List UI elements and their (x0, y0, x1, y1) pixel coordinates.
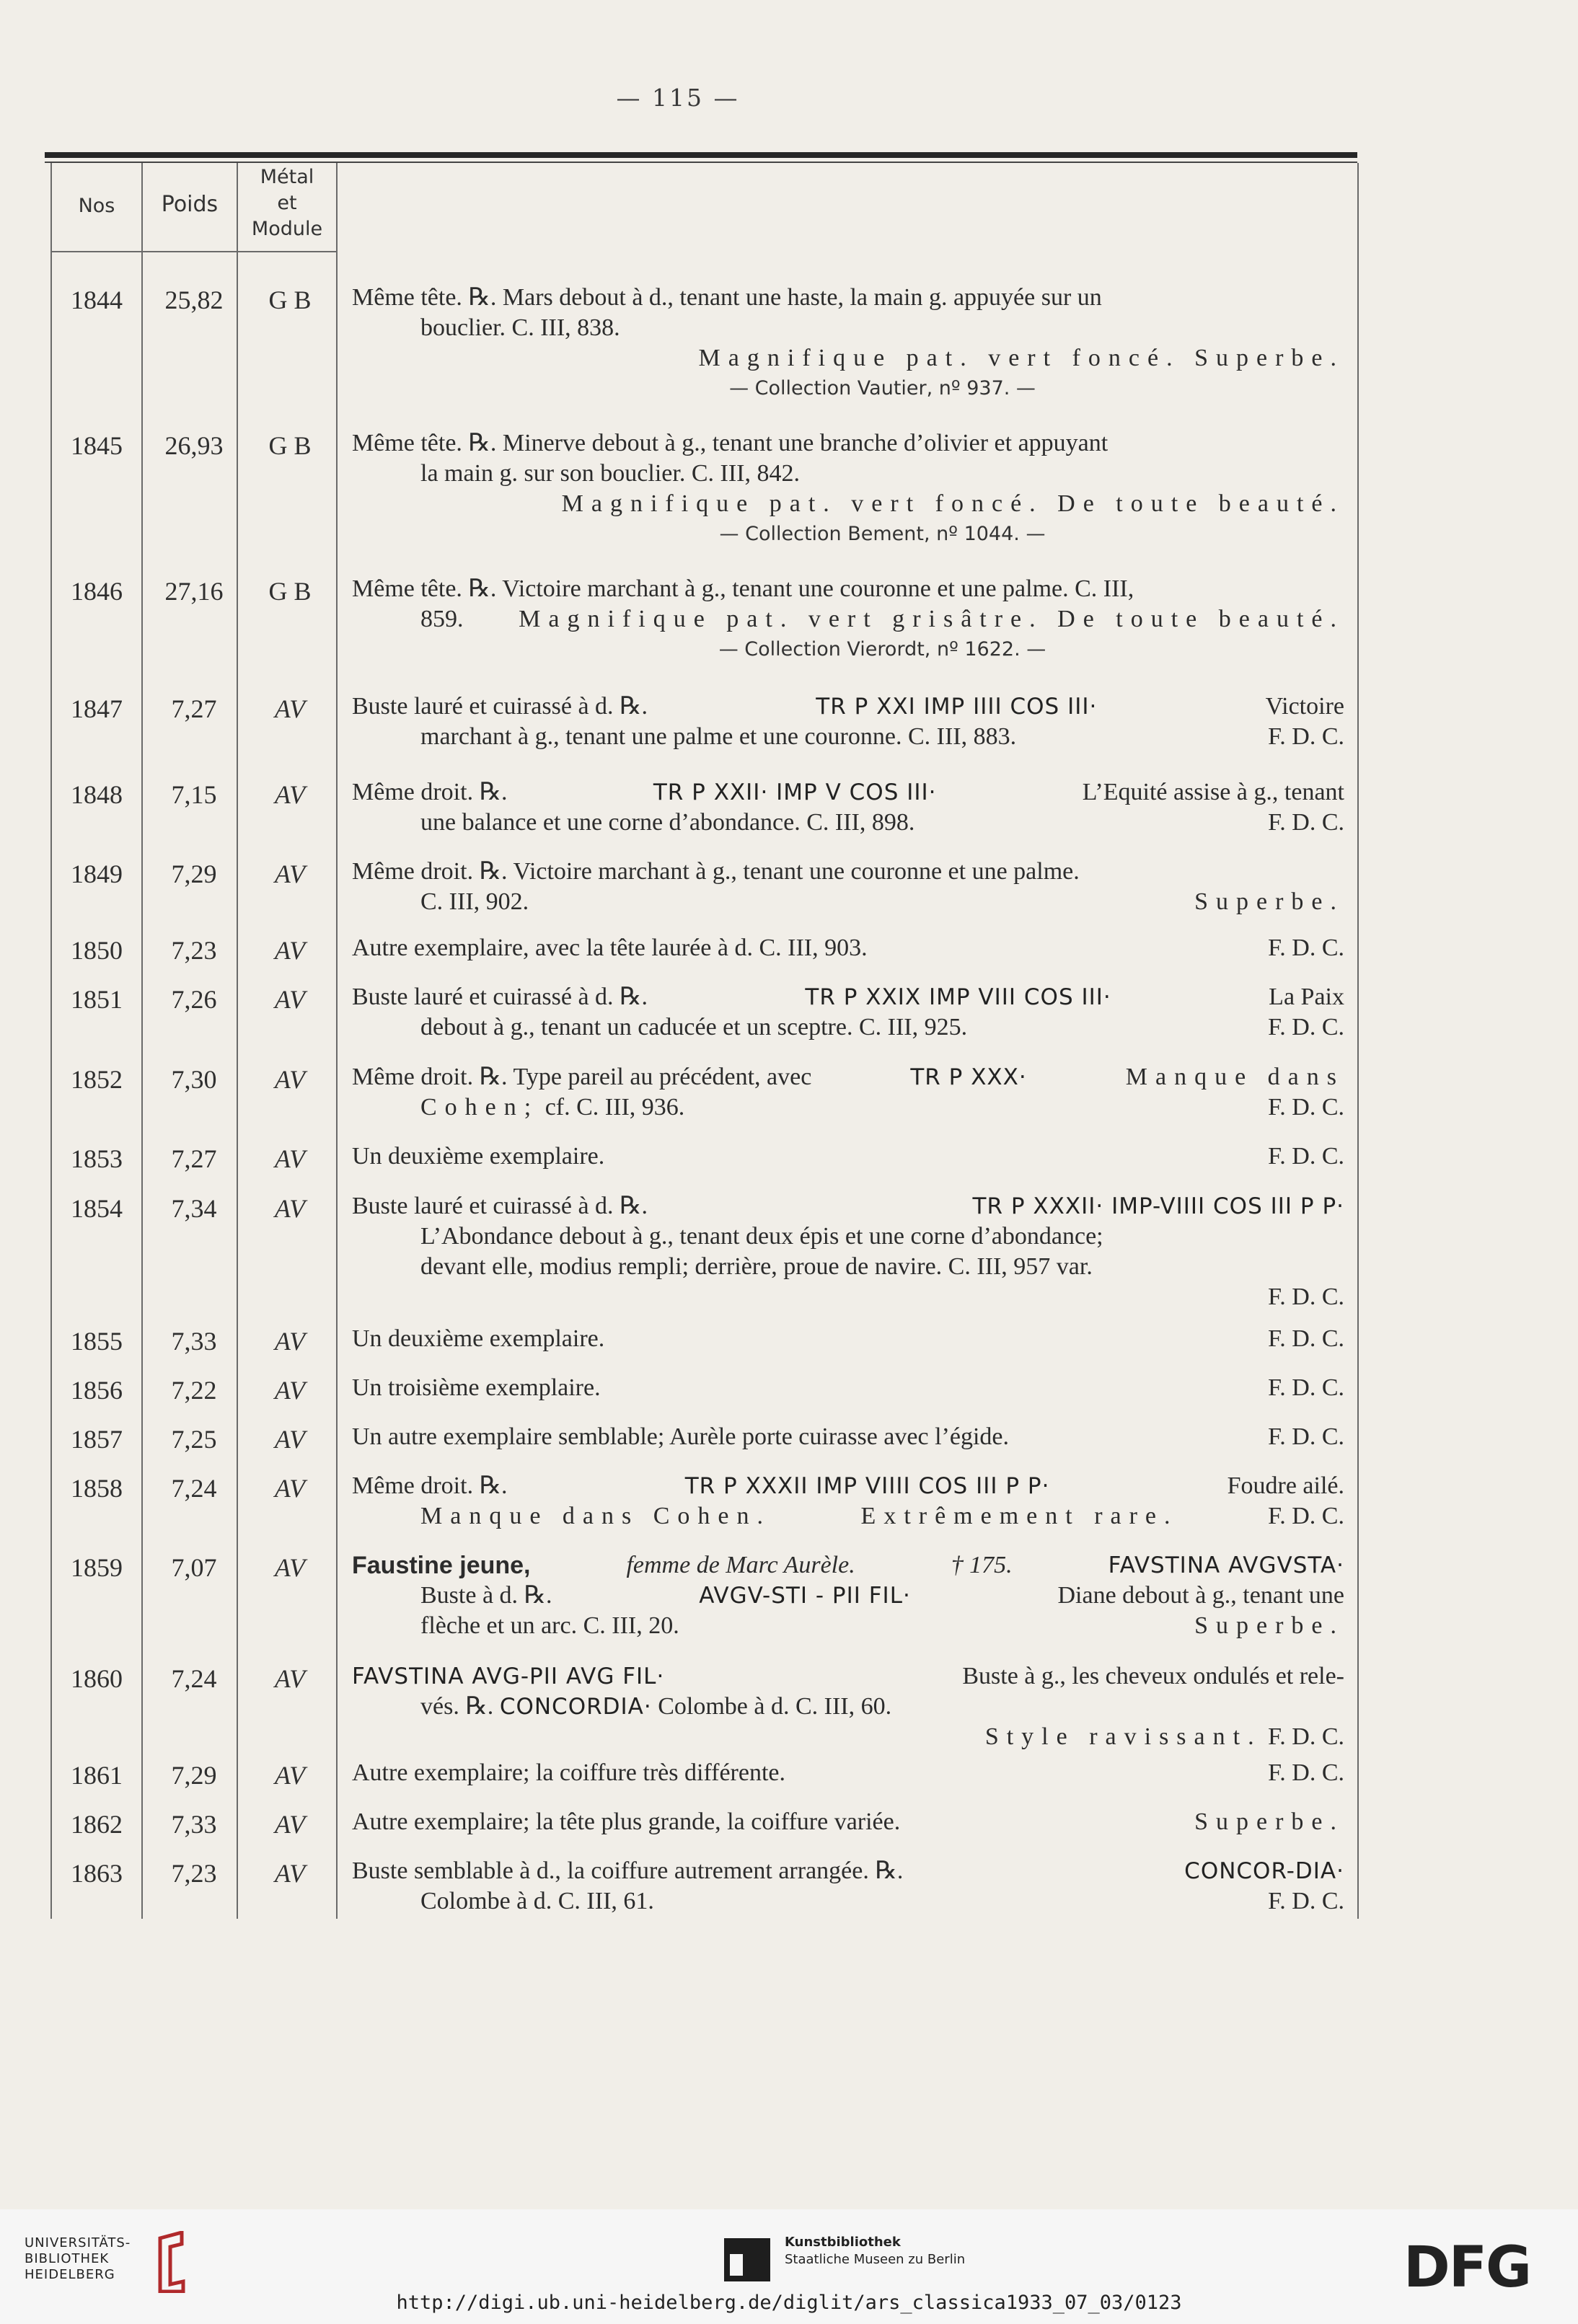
desc-line: Même tête. ℞. Mars debout à d., tenant une haste, la main g. appuyée sur un (352, 284, 1102, 311)
column-divider (50, 163, 52, 1919)
entry-weight: 7,33 (171, 1327, 217, 1356)
entry-number: 1862 (71, 1810, 123, 1839)
entry-number: 1851 (71, 985, 123, 1014)
entry-metal: G B (268, 431, 312, 460)
coin-legend: TR P XXII· IMP V COS III· (653, 779, 937, 805)
entry-weight: 7,34 (171, 1194, 217, 1223)
header-nos: Nos (78, 195, 115, 217)
entry-weight: 25,82 (164, 286, 224, 314)
desc-grade: F. D. C. (1268, 1094, 1344, 1121)
desc-grade: Superbe. (1194, 1612, 1344, 1639)
desc-text: Victoire (1265, 693, 1344, 720)
header-rule (50, 251, 336, 252)
entry-metal: AV (274, 780, 306, 809)
desc-grade: Magnifique pat. vert foncé. Superbe. (698, 345, 1344, 371)
desc-line: Même tête. ℞. Victoire marchant à g., tenant une couronne et une palme. C. III, (352, 575, 1134, 602)
source-url[interactable]: http://digi.ub.uni-heidelberg.de/diglit/ars_classica1933_07_03/0123 (396, 2292, 1182, 2314)
desc-grade: F. D. C. (1268, 1503, 1344, 1529)
desc-grade: F. D. C. (1268, 1014, 1344, 1041)
entry-metal: AV (274, 1194, 306, 1223)
entry-description (352, 1062, 1344, 1123)
coin-legend: FAVSTINA AVGVSTA· (1108, 1552, 1344, 1578)
desc-grade: F. D. C. (1268, 1283, 1344, 1310)
entry-metal: AV (274, 1327, 306, 1356)
entry-metal: AV (274, 1425, 306, 1454)
entry-description (352, 1373, 1344, 1403)
desc-text: flèche et un arc. C. III, 20. (420, 1612, 679, 1639)
coin-legend: TR P XXX· (910, 1064, 1027, 1090)
entry-number: 1850 (71, 936, 123, 965)
entry-weight: 7,27 (171, 694, 217, 723)
desc-text: Autre exemplaire; la coiffure très différente. (352, 1759, 786, 1786)
coin-legend: TR P XXI IMP IIII COS III· (816, 694, 1098, 720)
desc-line: bouclier. C. III, 838. (420, 314, 620, 341)
entry-weight: 7,24 (171, 1474, 217, 1503)
entry-metal: G B (268, 286, 312, 314)
entry-description (352, 1141, 1344, 1172)
desc-line: L’Abondance debout à g., tenant deux épis et une corne d’abondance; (420, 1223, 1103, 1250)
collection-line: — Collection Bement, nº 1044. — (719, 523, 1046, 545)
entry-number: 1852 (71, 1065, 123, 1094)
entry-number: 1844 (71, 286, 123, 314)
desc-grade: Magnifique pat. vert grisâtre. De toute beauté. (519, 606, 1344, 632)
entry-description (352, 574, 1344, 665)
desc-grade: F. D. C. (1268, 1374, 1344, 1401)
uni-logo-line3: HEIDELBERG (25, 2267, 115, 2282)
dfg-logo[interactable]: DFG (1403, 2235, 1531, 2300)
entry-description (352, 1758, 1344, 1788)
desc-ref: 859. (420, 606, 464, 632)
entry-number: 1861 (71, 1761, 123, 1790)
desc-grade: F. D. C. (1268, 809, 1344, 836)
desc-text: Même droit. ℞. (352, 1472, 508, 1499)
entry-description (352, 1324, 1344, 1354)
entry-metal: G B (268, 577, 312, 606)
entry-metal: AV (274, 694, 306, 723)
desc-style: Style ravissant. (984, 1723, 1262, 1750)
desc-rarity: Extrêmement rare. (860, 1503, 1178, 1529)
entry-weight: 7,23 (171, 1859, 217, 1888)
entry-number: 1855 (71, 1327, 123, 1356)
desc-grade: F. D. C. (1268, 935, 1344, 961)
desc-grade: Magnifique pat. vert foncé. De toute beauté. (561, 490, 1344, 517)
coin-legend: TR P XXXII· IMP-VIIII COS III P P· (972, 1193, 1344, 1219)
coin-legend: CONCOR-DIA· (1184, 1858, 1344, 1884)
desc-text: Un deuxième exemplaire. (352, 1325, 605, 1352)
entry-metal: AV (274, 1810, 306, 1839)
entry-number: 1859 (71, 1553, 123, 1582)
ruler-note: femme de Marc Aurèle. (626, 1552, 855, 1578)
entry-weight: 7,07 (171, 1553, 217, 1582)
entry-weight: 7,29 (171, 1761, 217, 1790)
desc-text: Buste lauré et cuirassé à d. ℞. (352, 693, 648, 720)
entry-number: 1854 (71, 1194, 123, 1223)
desc-text: Colombe à d. C. III, 60. (658, 1693, 892, 1720)
desc-text: Buste semblable à d., la coiffure autrement arrangée. ℞. (352, 1857, 904, 1884)
entry-weight: 7,33 (171, 1810, 217, 1839)
header-poids: Poids (161, 192, 219, 217)
desc-note: Manque dans (1125, 1064, 1344, 1090)
ruler-name: Faustine jeune, (352, 1552, 531, 1579)
entry-description (352, 692, 1344, 752)
collection-line: — Collection Vierordt, nº 1622. — (718, 638, 1046, 660)
kb-title: Kunstbibliothek (785, 2235, 901, 2250)
entry-metal: AV (274, 1761, 306, 1790)
entry-number: 1857 (71, 1425, 123, 1454)
desc-text: une balance et une corne d’abondance. C. III, 898. (420, 809, 915, 836)
header-metal-line1: Métal (260, 166, 314, 188)
entry-metal: AV (274, 985, 306, 1014)
table-top-rule (45, 152, 1357, 158)
entry-description (352, 857, 1344, 917)
desc-text: Foudre ailé. (1227, 1472, 1344, 1499)
desc-note: Manque dans Cohen. (420, 1503, 772, 1529)
desc-text: C. III, 902. (420, 888, 529, 915)
uni-logo-line1: UNIVERSITÄTS- (25, 2235, 131, 2250)
entry-metal: AV (274, 1859, 306, 1888)
entry-weight: 7,22 (171, 1376, 217, 1405)
coin-legend: AVGV-STI - PII FIL· (699, 1583, 911, 1609)
entry-description (352, 1661, 1344, 1752)
kb-subtitle: Staatliche Museen zu Berlin (785, 2252, 966, 2267)
entry-metal: AV (274, 1065, 306, 1094)
desc-grade: F. D. C. (1268, 1888, 1344, 1914)
entry-metal: AV (274, 1553, 306, 1582)
entry-weight: 26,93 (164, 431, 224, 460)
entry-number: 1846 (71, 577, 123, 606)
entry-metal: AV (274, 1376, 306, 1405)
coin-legend: FAVSTINA AVG-PII AVG FIL· (352, 1664, 665, 1689)
entry-description (352, 933, 1344, 963)
entry-weight: 7,24 (171, 1664, 217, 1693)
desc-grade: F. D. C. (1268, 1759, 1344, 1786)
uni-logo-line2: BIBLIOTHEK (25, 2251, 110, 2266)
desc-text: debout à g., tenant un caducée et un sceptre. C. III, 925. (420, 1014, 968, 1041)
page-number: — 115 — (616, 84, 740, 112)
entry-description (352, 1191, 1344, 1312)
desc-grade: F. D. C. (1268, 723, 1344, 750)
coin-legend: TR P XXXII IMP VIIII COS III P P· (684, 1473, 1050, 1499)
entry-weight: 7,29 (171, 860, 217, 888)
entry-weight: 7,30 (171, 1065, 217, 1094)
header-metal-line2: et (277, 192, 297, 214)
table-top-rule-thin (45, 162, 1357, 163)
entry-description (352, 982, 1344, 1043)
desc-text: cf. C. III, 936. (545, 1094, 685, 1121)
entry-description (352, 1550, 1344, 1641)
entry-number: 1848 (71, 780, 123, 809)
desc-text: vés. ℞. (420, 1693, 494, 1720)
desc-grade: F. D. C. (1268, 1723, 1344, 1750)
entry-description (352, 1471, 1344, 1532)
column-divider (141, 163, 143, 1919)
entry-number: 1860 (71, 1664, 123, 1693)
desc-line: la main g. sur son bouclier. C. III, 842. (420, 460, 800, 487)
desc-text: Buste lauré et cuirassé à d. ℞. (352, 984, 648, 1010)
desc-text: Buste à g., les cheveux ondulés et rele- (962, 1663, 1344, 1689)
column-divider (1357, 163, 1359, 1919)
desc-text: L’Equité assise à g., tenant (1082, 779, 1344, 805)
entry-metal: AV (274, 1144, 306, 1173)
entry-metal: AV (274, 1474, 306, 1503)
entry-number: 1847 (71, 694, 123, 723)
desc-text: Même droit. ℞. (352, 779, 508, 805)
entry-metal: AV (274, 1664, 306, 1693)
desc-grade: F. D. C. (1268, 1423, 1344, 1450)
entry-number: 1853 (71, 1144, 123, 1173)
desc-text: Buste lauré et cuirassé à d. ℞. (352, 1193, 648, 1219)
desc-text: La Paix (1269, 984, 1344, 1010)
desc-note: Cohen; (420, 1094, 539, 1121)
coin-legend: CONCORDIA· (499, 1694, 652, 1720)
entry-description (352, 1856, 1344, 1917)
desc-grade: Superbe. (1194, 888, 1344, 915)
entry-number: 1858 (71, 1474, 123, 1503)
entry-weight: 7,27 (171, 1144, 217, 1173)
desc-text: Autre exemplaire; la tête plus grande, la coiffure variée. (352, 1808, 901, 1835)
column-divider (336, 163, 338, 1919)
header-metal (238, 164, 336, 242)
entry-metal: AV (274, 860, 306, 888)
desc-text: Même droit. ℞. Type pareil au précédent, avec (352, 1064, 812, 1090)
entry-description (352, 428, 1344, 549)
header-metal-line3: Module (251, 218, 323, 240)
entry-number: 1849 (71, 860, 123, 888)
desc-grade: F. D. C. (1268, 1325, 1344, 1352)
desc-grade: Superbe. (1194, 1808, 1344, 1835)
entry-weight: 7,26 (171, 985, 217, 1014)
desc-text: Un autre exemplaire semblable; Aurèle porte cuirasse avec l’égide. (352, 1423, 1009, 1450)
column-divider (237, 163, 238, 1919)
kunstbibliothek-emblem-icon (724, 2238, 770, 2281)
desc-grade: F. D. C. (1268, 1143, 1344, 1170)
entry-description (352, 777, 1344, 838)
desc-text: Un deuxième exemplaire. (352, 1143, 605, 1170)
ruler-death: † 175. (951, 1552, 1013, 1578)
entry-number: 1856 (71, 1376, 123, 1405)
coin-legend: TR P XXIX IMP VIII COS III· (805, 984, 1111, 1010)
heidelberg-emblem-icon (146, 2231, 196, 2293)
entry-number: 1845 (71, 431, 123, 460)
desc-line: devant elle, modius rempli; derrière, proue de navire. C. III, 957 var. (420, 1253, 1093, 1280)
heidelberg-logo[interactable] (25, 2235, 190, 2283)
entry-description (352, 1807, 1344, 1837)
desc-text: Colombe à d. C. III, 61. (420, 1888, 654, 1914)
collection-line: — Collection Vautier, nº 937. — (729, 377, 1036, 399)
entry-metal: AV (274, 936, 306, 965)
entry-description (352, 1422, 1344, 1452)
desc-text: marchant à g., tenant une palme et une couronne. C. III, 883. (420, 723, 1017, 750)
desc-text: Diane debout à g., tenant une (1057, 1582, 1344, 1609)
desc-text: Buste à d. ℞. (420, 1582, 552, 1609)
desc-text: Autre exemplaire, avec la tête laurée à d. C. III, 903. (352, 935, 868, 961)
entry-weight: 7,15 (171, 780, 217, 809)
entry-weight: 27,16 (164, 577, 224, 606)
entry-weight: 7,23 (171, 936, 217, 965)
desc-line: Même droit. ℞. Victoire marchant à g., tenant une couronne et une palme. (352, 858, 1080, 885)
desc-line: Même tête. ℞. Minerve debout à g., tenant une branche d’olivier et appuyant (352, 430, 1108, 456)
entry-description (352, 283, 1344, 404)
entry-number: 1863 (71, 1859, 123, 1888)
desc-text: Un troisième exemplaire. (352, 1374, 601, 1401)
entry-weight: 7,25 (171, 1425, 217, 1454)
